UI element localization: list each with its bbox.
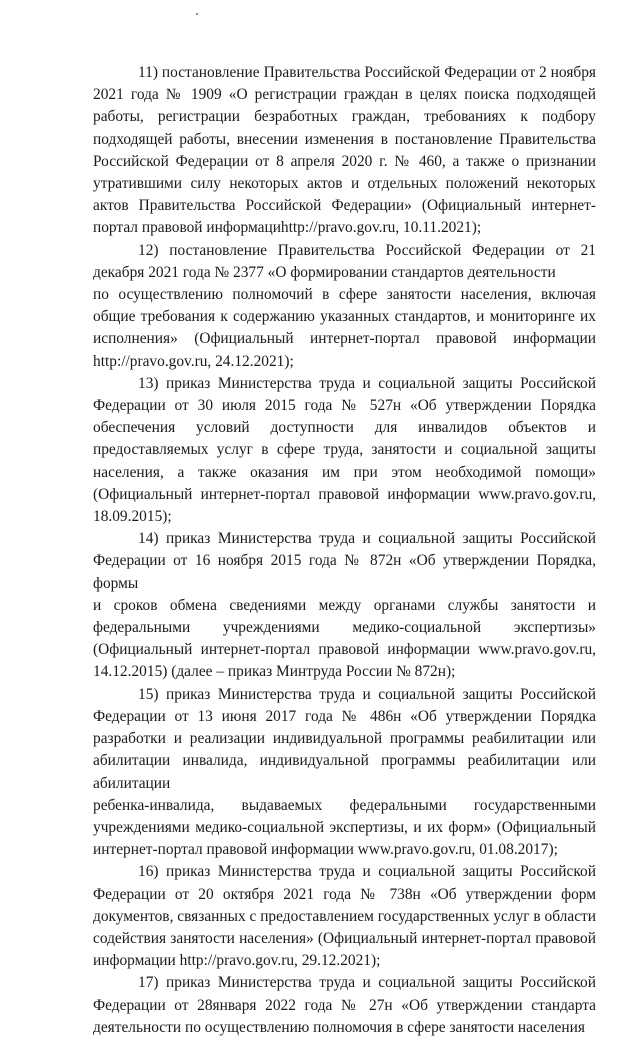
paragraph-12-continued: по осуществлению полномочий в сфере занятости населения, включая общие требования к содержанию указанных стандартов, и мониторинге их исполнения» (Официальный интернет-портал правовой информации http://pravo.gov.ru, 24.12.2021); <box>93 286 596 370</box>
paragraph-12: 12) постановление Правительства Российской Федерации от 21 декабря 2021 года № 2377 «О формировании стандартов деятельности <box>93 241 596 281</box>
paragraph-15-continued: ребенка-инвалида, выдаваемых федеральными государственными учреждениями медико-социальной экспертизы, и их форм» (Официальный интернет-портал правовой информации www.pravo.gov.ru, 01.08.2017); <box>93 796 596 859</box>
paragraph-14-continued: и сроков обмена сведениями между органами службы занятости и федеральными учреждениями медико-социальной экспертизы» (Официальный интернет-портал правовой информации www.pravo.gov.ru, 14.12.2015) (далее – приказ Минтруда России № 872н); <box>93 596 596 681</box>
paragraph-14: 14) приказ Министерства труда и социальной защиты Российской Федерации от 16 ноября 2015 года № 872н «Об утверждении Порядка, формы <box>93 530 596 592</box>
paragraph-15: 15) приказ Министерства труда и социальной защиты Российской Федерации от 13 июня 2017 года № 486н «Об утверждении Порядка разработки и реализации индивидуальной программы реабилитации или абилитации инвалида, индивидуальной программы реабилитации или абилитации <box>93 685 596 792</box>
paragraph-11: 11) постановление Правительства Российской Федерации от 2 ноября 2021 года № 1909 «О регистрации граждан в целях поиска подходящей работы, регистрации безработных граждан, требованиях к подбору подходящей работы, внесении изменения в постановление Правительства Российской Федерации от 8 апреля 2020 г. № 460, а также о признании утратившими силу некоторых актов и отдельных положений некоторых актов Правительства Российской Федерации» (Официальный интернет-портал правовой информациhttp://pravo.gov.ru, 10.11.2021); <box>93 64 596 237</box>
paragraph-16: 16) приказ Министерства труда и социальной защиты Российской Федерации от 20 октября 2021 года № 738н «Об утверждении форм документов, связанных с предоставлением государственных услуг в области содействия занятости населения» (Официальный интернет-портал правовой информации http://pravo.gov.ru, 29.12.2021); <box>93 863 596 970</box>
paragraph-13: 13) приказ Министерства труда и социальной защиты Российской Федерации от 30 июля 2015 года № 527н «Об утверждении Порядка обеспечения условий доступности для инвалидов объектов и предоставляемых услуг в сфере труда, занятости и социальной защиты населения, а также оказания им при этом необходимой помощи» (Официальный интернет-портал правовой информации www.pravo.gov.ru, 18.09.2015); <box>93 374 596 526</box>
scan-speck <box>196 13 198 15</box>
document-page <box>93 62 596 1039</box>
paragraph-17: 17) приказ Министерства труда и социальной защиты Российской Федерации от 28января 2022 года № 27н «Об утверждении стандарта деятельности по осуществлению полномочия в сфере занятости населения <box>93 974 596 1036</box>
